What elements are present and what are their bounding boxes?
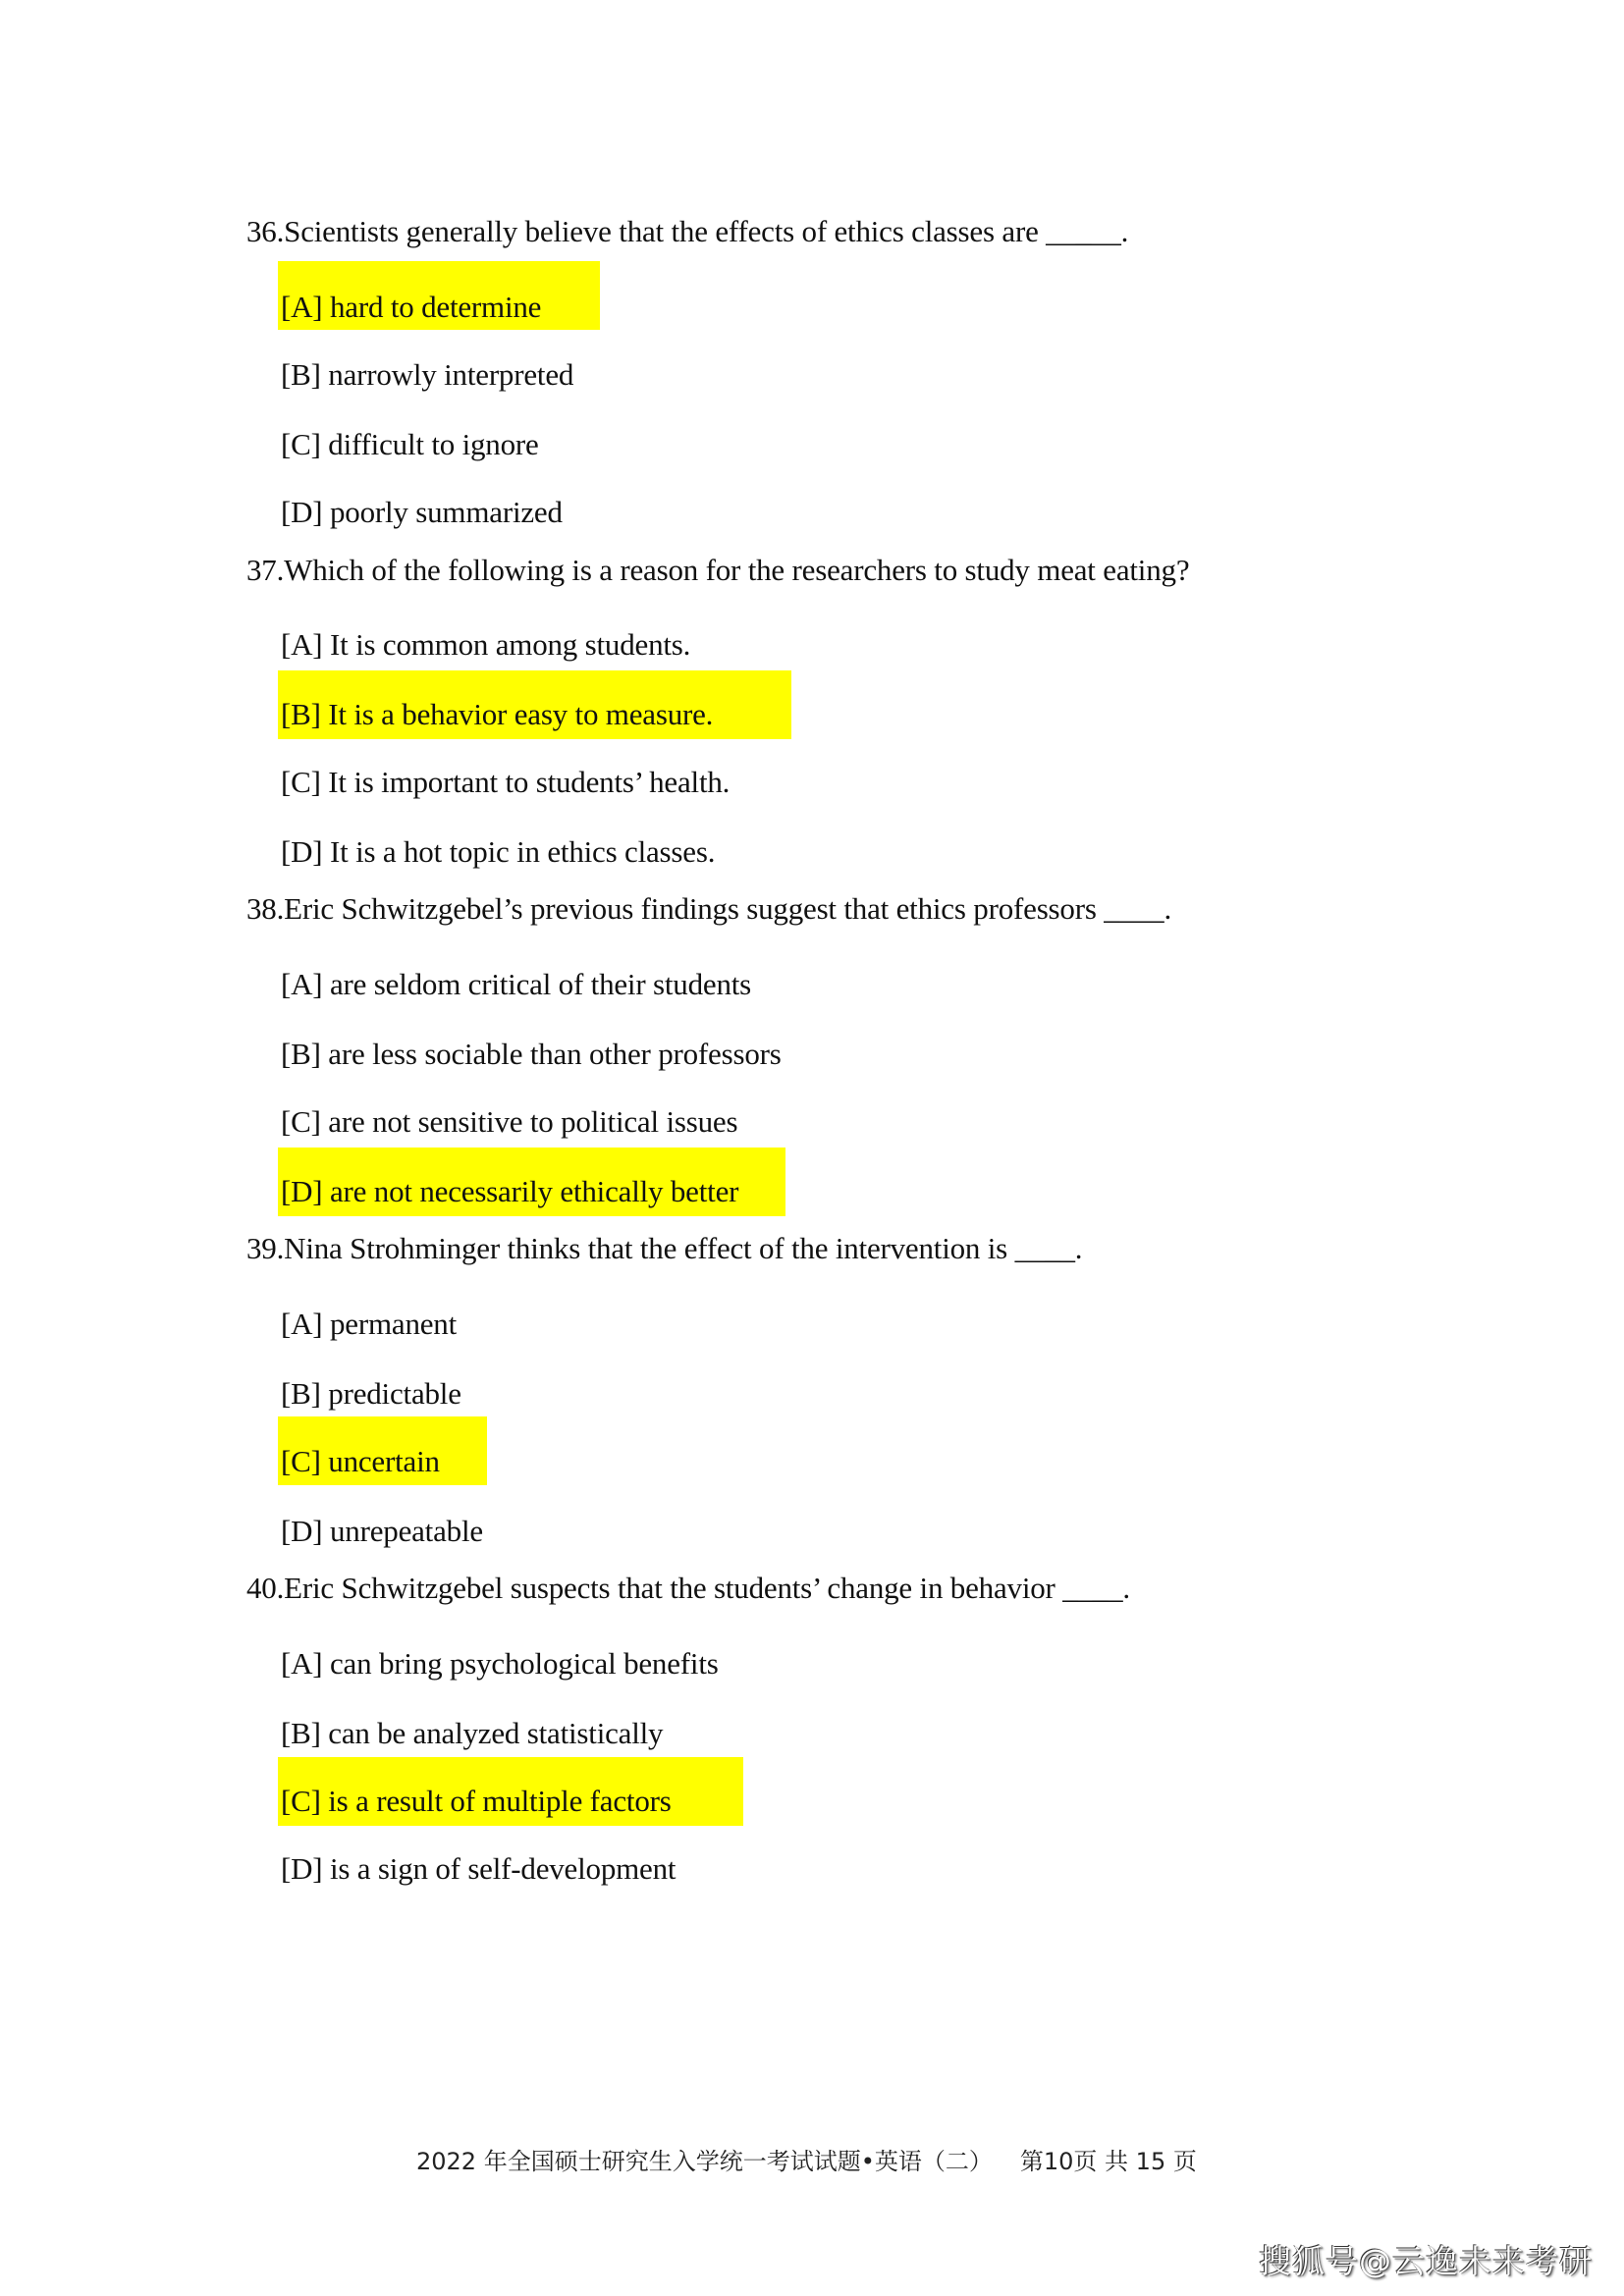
option-38-d: [D] are not necessarily ethically better <box>281 1174 739 1208</box>
option-36-a: [A] hard to determine <box>281 290 542 324</box>
option-38-c: [C] are not sensitive to political issues <box>281 1104 738 1139</box>
question-number: 36. <box>246 214 285 248</box>
question-text: Which of the following is a reason for the researchers to study meat eating? <box>284 553 1190 587</box>
option-39-d: [D] unrepeatable <box>281 1514 483 1548</box>
question-number: 39. <box>246 1231 285 1265</box>
question-number: 37. <box>246 553 285 587</box>
option-39-a: [A] permanent <box>281 1307 458 1341</box>
option-40-b: [B] can be analyzed statistically <box>281 1716 664 1750</box>
question-36-stem <box>246 214 1128 249</box>
page-footer <box>416 2146 1197 2177</box>
question-text: Scientists generally believe that the effects of ethics classes are _____. <box>284 214 1129 248</box>
page-info: 第10页 共 15 页 <box>1019 2148 1197 2175</box>
option-40-d: [D] is a sign of self-development <box>281 1851 677 1886</box>
option-38-b: [B] are less sociable than other professors <box>281 1037 782 1071</box>
question-39-stem <box>246 1231 1082 1266</box>
option-40-a: [A] can bring psychological benefits <box>281 1646 719 1681</box>
question-text: Eric Schwitzgebel suspects that the students’ change in behavior ____. <box>284 1571 1130 1605</box>
option-37-d: [D] It is a hot topic in ethics classes. <box>281 834 716 869</box>
option-36-b: [B] narrowly interpreted <box>281 357 574 392</box>
question-37-stem <box>246 553 1189 588</box>
option-36-c: [C] difficult to ignore <box>281 427 539 461</box>
question-38-stem <box>246 891 1171 927</box>
option-39-b: [B] predictable <box>281 1376 461 1411</box>
question-text: Nina Strohminger thinks that the effect of the intervention is ____. <box>284 1231 1083 1265</box>
question-number: 40. <box>246 1571 285 1605</box>
option-37-c: [C] It is important to students’ health. <box>281 765 731 799</box>
option-40-c: [C] is a result of multiple factors <box>281 1784 672 1818</box>
option-38-a: [A] are seldom critical of their students <box>281 967 752 1001</box>
question-text: Eric Schwitzgebel’s previous findings suggest that ethics professors ____. <box>284 891 1172 926</box>
option-39-c: [C] uncertain <box>281 1444 440 1478</box>
question-40-stem <box>246 1571 1130 1606</box>
watermark: 搜狐号@云逸未来考研 <box>1259 2242 1593 2280</box>
option-37-b: [B] It is a behavior easy to measure. <box>281 697 714 731</box>
exam-title: 2022 年全国硕士研究生入学统一考试试题•英语（二） <box>416 2148 993 2175</box>
option-37-a: [A] It is common among students. <box>281 627 691 662</box>
question-number: 38. <box>246 891 285 926</box>
option-36-d: [D] poorly summarized <box>281 495 563 529</box>
